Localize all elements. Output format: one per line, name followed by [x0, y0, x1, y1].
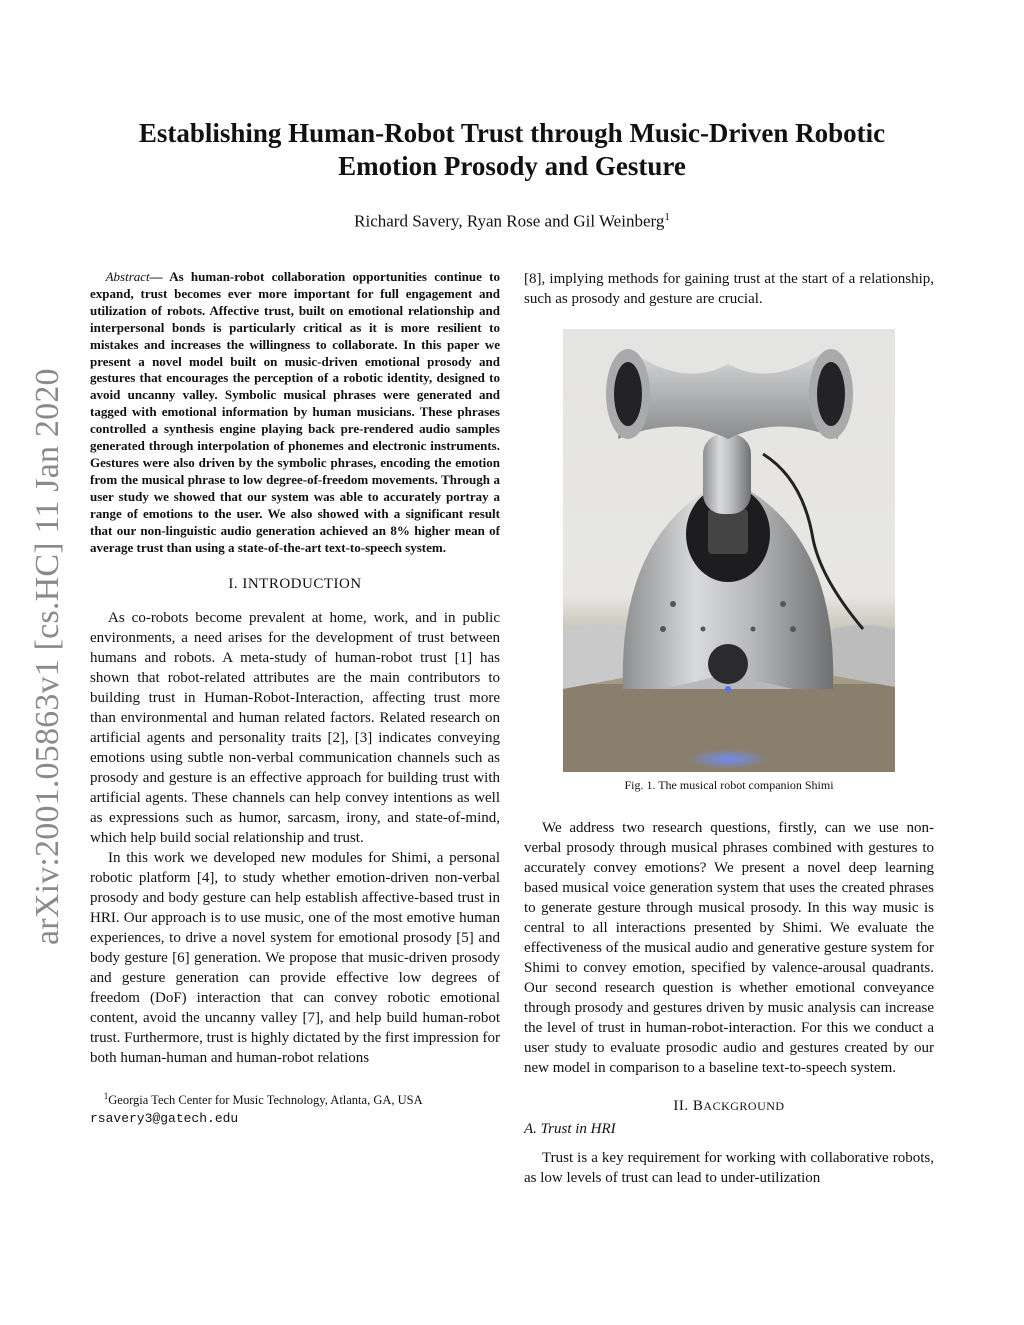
section-heading-background [524, 1096, 934, 1116]
title-line-2: Emotion Prosody and Gesture [338, 151, 686, 181]
title-line-1: Establishing Human-Robot Trust through Music-Driven Robotic [138, 118, 886, 148]
shimi-robot-illustration [563, 329, 895, 772]
figure-caption: Fig. 1. The musical robot companion Shimi [624, 778, 834, 792]
figure-shimi-robot-photo [563, 329, 895, 772]
author-names: Richard Savery, Ryan Rose and Gil Weinberg [354, 211, 665, 231]
left-column [90, 269, 500, 1127]
background-heading-rest: ACKGROUND [703, 1099, 785, 1113]
abstract-label: Abstract [105, 269, 150, 284]
right-paragraph-2: We address two research questions, firstly, can we use non-verbal prosody through musical phrases combined with gestures to accurately convey emotions? We present a novel deep learning based musical voice generation system that uses the created phrases to generate gesture through musical prosody. In this way music is central to all interactions presented by Shimi. We evaluate the effectiveness of the musical audio and generative gesture system for Shimi to convey emotion, specified by valence-arousal quadrants. Our second research question is whether emotional conveyance through prosody and gestures driven by music analysis can increase the level of trust in human-robot-interaction. For this we conduct a user study to evaluate prosodic audio and gestures created by our new model in comparison to a baseline text-to-speech system. [524, 820, 934, 1076]
section-heading-introduction: I. INTRODUCTION [228, 576, 362, 593]
intro-paragraph-2: In this work we developed new modules for Shimi, a personal robotic platform [4], to study whether emotion-driven non-verbal prosody and body gesture can help establish affective-based trust in HRI. Our approach is to use music, one of the most emotive human experiences, to drive a novel system for emotional prosody [5] and body gesture [6] generation. We propose that music-driven prosody and gesture generation can provide effective low degrees of freedom (DoF) interaction that can convey robotic emotional content, avoid the uncanny valley [7], and help build human-robot trust. Furthermore, trust is highly dictated by the first impression for both human-human and human-robot relations [90, 850, 500, 1067]
abstract-text: — As human-robot collaboration opportunities continue to expand, trust becomes ever more important for full engagement and utilization of robots. Affective trust, built on emotional relationship and interpersonal bonds is particularly critical as it is more resilient to mistakes and increases the willingness to collaborate. In this paper we present a novel model built on music-driven emotional prosody and gestures that encourages the perception of a robotic identity, designed to avoid uncanny valley. Symbolic musical phrases were generated and tagged with emotional information by human musicians. These phrases controlled a synthesis engine playing back pre-rendered audio samples generated through interpolation of phonemes and electronic instruments. Gestures were also driven by the symbolic phrases, encoding the emotion from the musical phrase to low degree-of-freedom movements. Through a user study we showed that our system was able to accurately portray a range of emotions to the user. We also showed with a significant result that our non-linguistic audio generation achieved an 8% higher mean of average trust than using a state-of-the-art text-to-speech system. [90, 269, 500, 555]
background-heading-start: II. B [673, 1098, 704, 1114]
subsection-trust-in-hri: A. Trust in HRI [524, 1121, 616, 1137]
footnote-email: rsavery3@gatech.edu [90, 1110, 239, 1126]
arxiv-identifier: arXiv:2001.05863v1 [cs.HC] 11 Jan 2020 [29, 368, 66, 945]
abstract [90, 269, 500, 556]
right-column [524, 269, 934, 309]
footnote [90, 1088, 500, 1126]
paper-title [90, 117, 934, 183]
footnote-affiliation: Georgia Tech Center for Music Technology, Atlanta, GA, USA [108, 1093, 423, 1108]
footnote-mark: 1 [103, 1091, 109, 1102]
right-paragraph-3: Trust is a key requirement for working with collaborative robots, as low levels of trust can lead to under-utilization [524, 1150, 934, 1186]
author-affiliation-mark: 1 [664, 211, 670, 223]
intro-paragraph-1: As co-robots become prevalent at home, work, and in public environments, a need arises for the development of trust between humans and robots. A meta-study of human-robot trust [1] has shown that robot-related attributes are the main contributors to building trust in Human-Robot-Interaction, affecting trust more than environmental and human related factors. Related research on artificial agents and personality traits [2], [3] indicates conveying emotions using subtle non-verbal communication channels such as prosody and gesture is an effective approach for building trust with artificial agents. These channels can help convey intentions as well as expressions such as humor, sarcasm, irony, and state-of-mind, which help build social relationship and trust. [90, 610, 500, 847]
right-column-lower [524, 818, 934, 1188]
right-paragraph-1: [8], implying methods for gaining trust at the start of a relationship, such as prosody and gesture are crucial. [524, 271, 934, 307]
authors [90, 211, 934, 232]
